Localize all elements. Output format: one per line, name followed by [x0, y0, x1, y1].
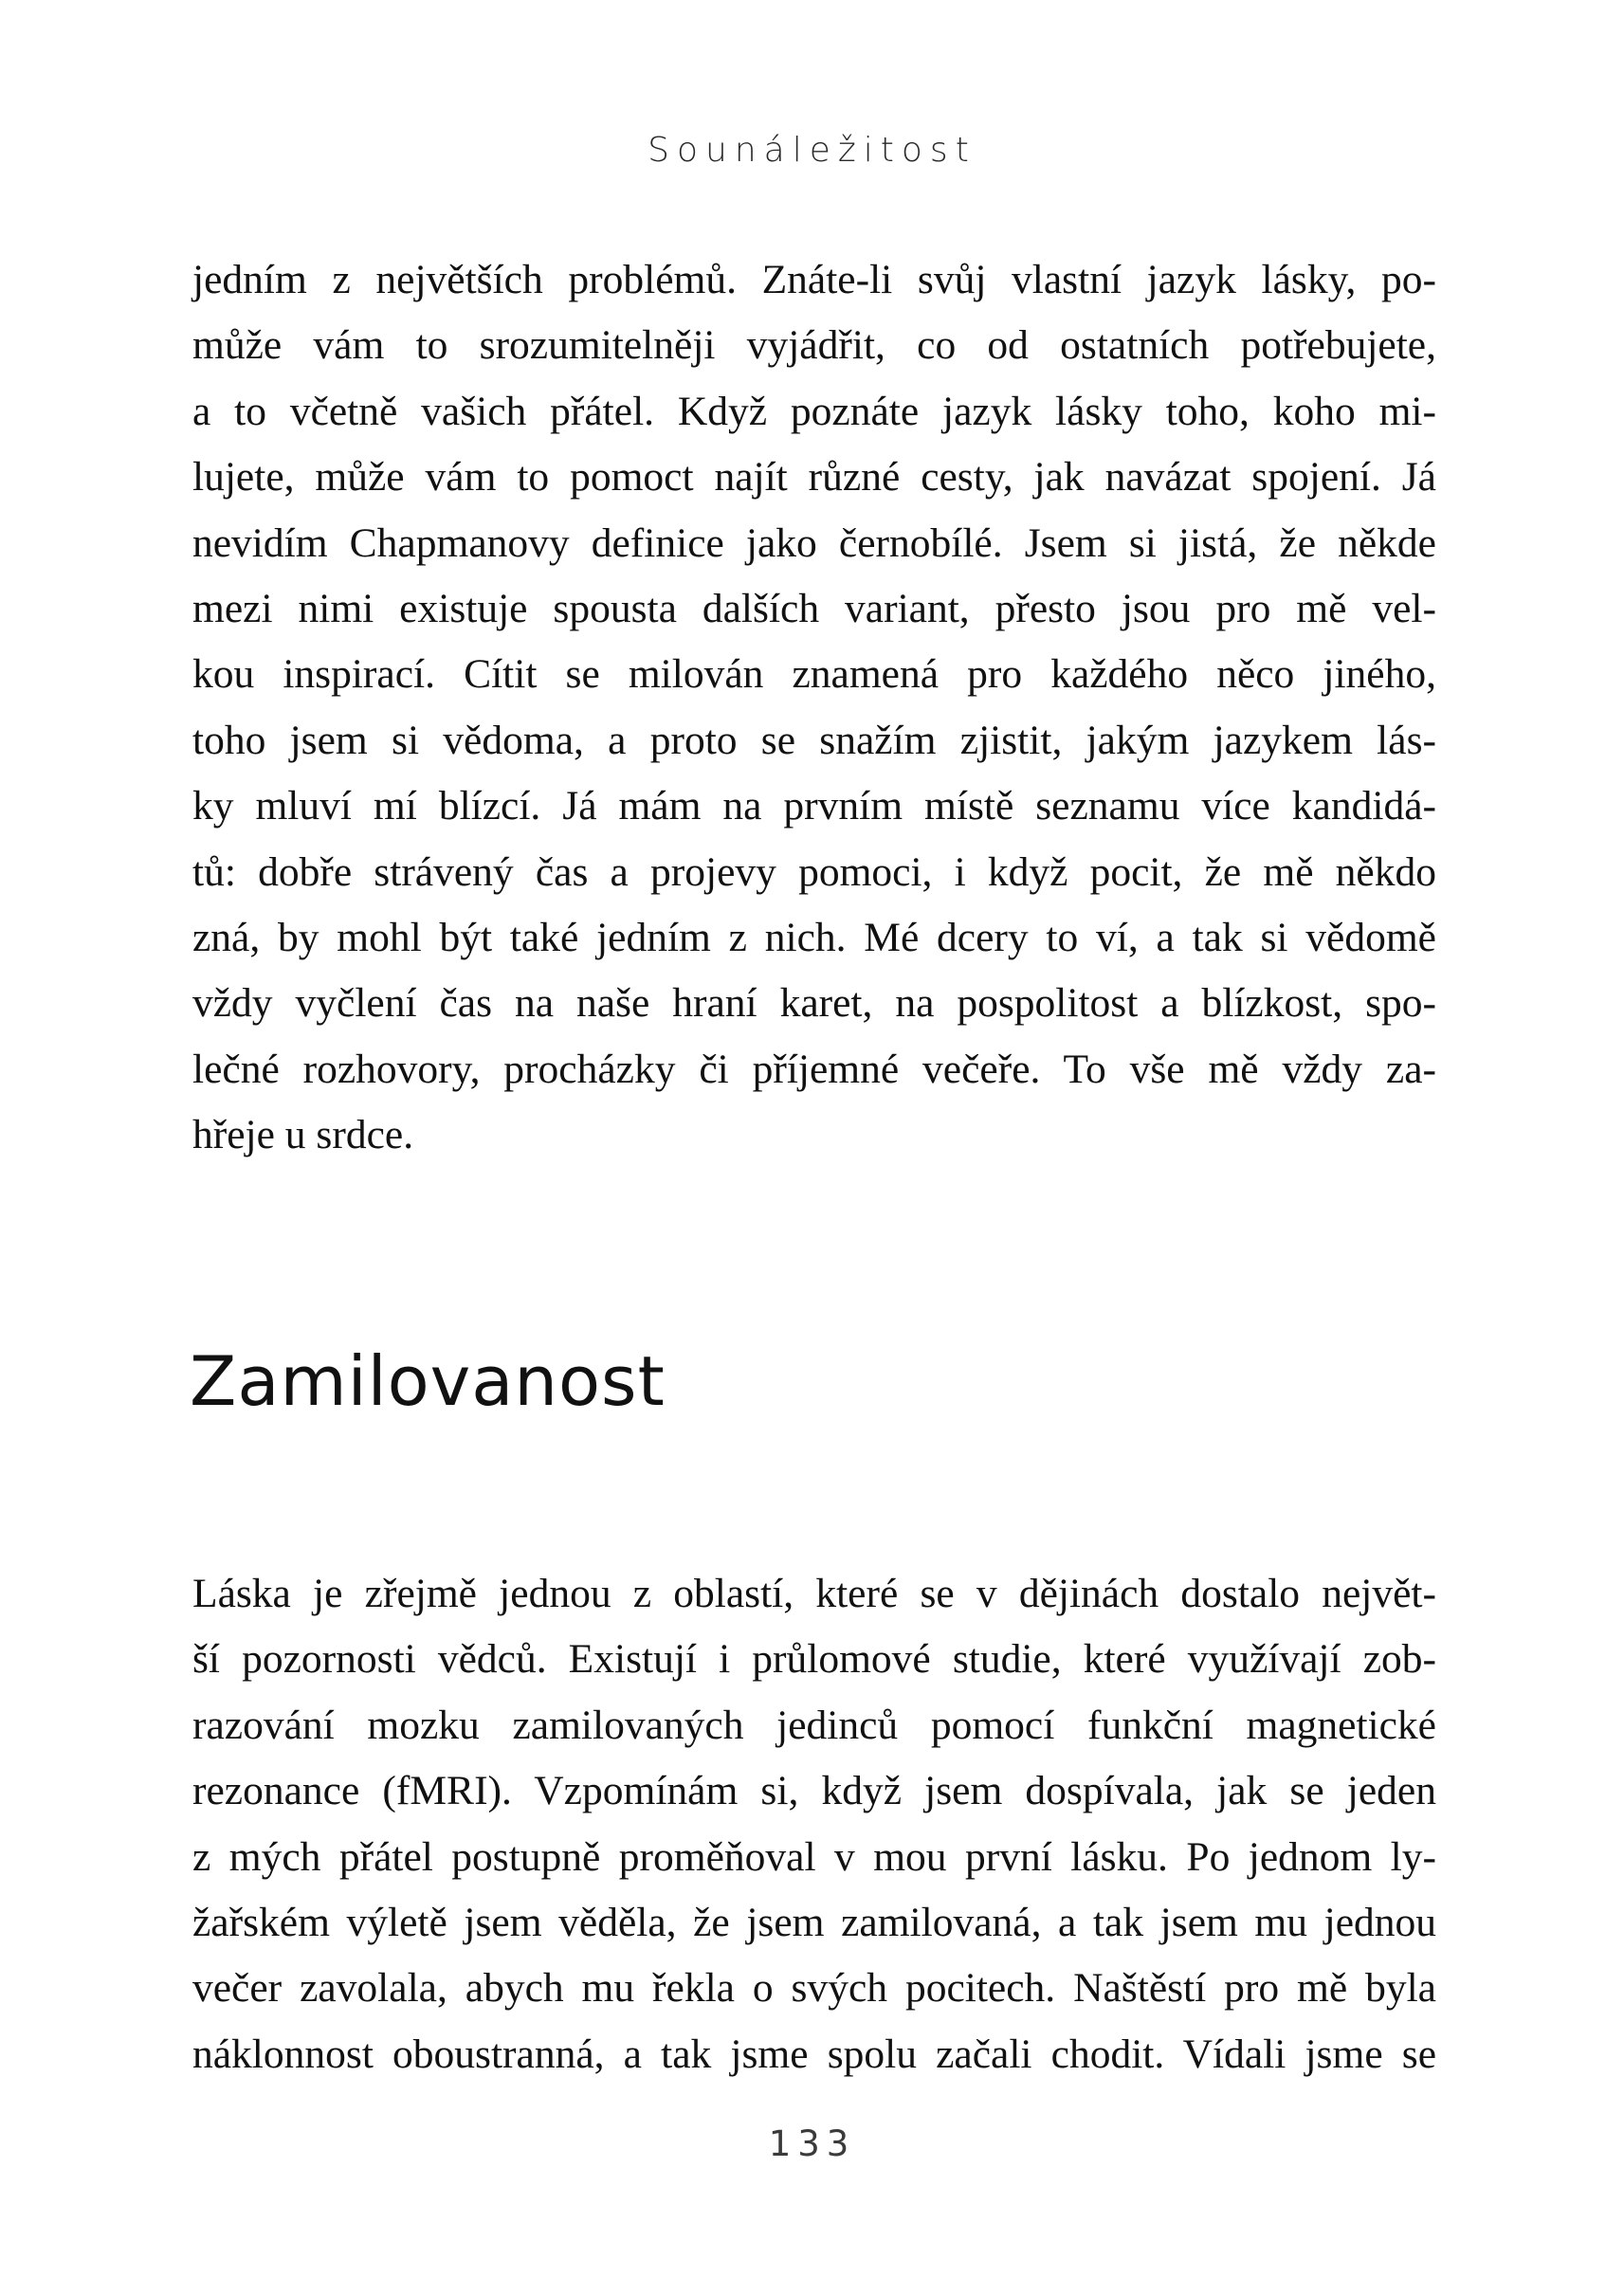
running-header: Sounáležitost: [648, 131, 976, 170]
text-line: toho jsem si vědoma, a proto se snažím zjistit, jakým jazykem lás-: [192, 717, 1436, 763]
text-line: a to včetně vašich přátel. Když poznáte jazyk lásky toho, koho mi-: [192, 388, 1436, 434]
text-line: večer zavolala, abych mu řekla o svých pocitech. Naštěstí pro mě byla: [192, 1965, 1436, 2012]
section-heading: Zamilovanost: [190, 1341, 666, 1421]
text-line: razování mozku zamilovaných jedinců pomocí funkční magnetické: [192, 1702, 1436, 1748]
text-line: zná, by mohl být také jedním z nich. Mé dcery to ví, a tak si vědomě: [192, 915, 1436, 961]
text-line: kou inspirací. Cítit se milován znamená pro každého něco jiného,: [192, 651, 1436, 698]
text-line: z mých přátel postupně proměňoval v mou první lásku. Po jednom ly-: [192, 1833, 1436, 1880]
text-line: může vám to srozumitelněji vyjádřit, co od ostatních potřebujete,: [192, 322, 1436, 369]
text-line: nevidím Chapmanovy definice jako černobílé. Jsem si jistá, že někde: [192, 519, 1436, 566]
text-line: jedním z největších problémů. Znáte-li svůj vlastní jazyk lásky, po-: [192, 257, 1436, 302]
body-paragraph: [192, 1561, 1436, 2087]
text-line: rezonance (fMRI). Vzpomínám si, když jsem dospívala, jak se jeden: [192, 1768, 1436, 1814]
text-line: lečné rozhovory, procházky či příjemné večeře. To vše mě vždy za-: [192, 1046, 1436, 1092]
page-number: 133: [768, 2123, 856, 2164]
text-line: hřeje u srdce.: [192, 1112, 414, 1158]
text-line: žařském výletě jsem věděla, že jsem zamilovaná, a tak jsem mu jednou: [192, 1900, 1436, 1946]
body-paragraph: [192, 247, 1436, 1169]
text-line: Láska je zřejmě jednou z oblastí, které se v dějinách dostalo největ-: [192, 1571, 1436, 1616]
text-line: mezi nimi existuje spousta dalších variant, přesto jsou pro mě vel-: [192, 586, 1436, 632]
text-line: vždy vyčlení čas na naše hraní karet, na pospolitost a blízkost, spo-: [192, 980, 1436, 1027]
text-line: ší pozornosti vědců. Existují i průlomové studie, které využívají zob-: [192, 1636, 1436, 1683]
text-line: náklonnost oboustranná, a tak jsme spolu začali chodit. Vídali jsme se: [192, 2031, 1436, 2077]
text-line: tů: dobře strávený čas a projevy pomoci, i když pocit, že mě někdo: [192, 848, 1436, 895]
text-line: lujete, může vám to pomoct najít různé cesty, jak navázat spojení. Já: [192, 454, 1436, 501]
text-line: ky mluví mí blízcí. Já mám na prvním místě seznamu více kandidá-: [192, 783, 1436, 829]
